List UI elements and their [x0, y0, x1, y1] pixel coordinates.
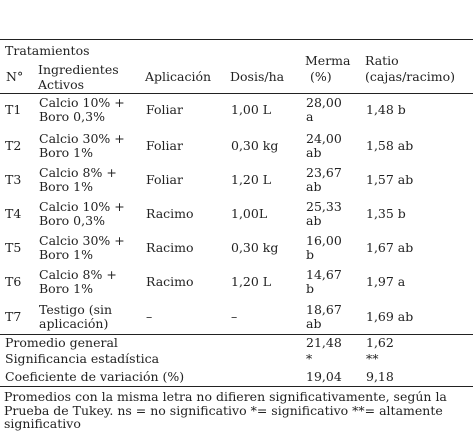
- row-t2-number: T2: [5, 138, 22, 153]
- promedio-ratio: 1,62: [366, 335, 394, 350]
- row-t4-ratio: 1,35 b: [366, 206, 406, 221]
- row-t5-ratio: 1,67 ab: [366, 240, 414, 255]
- row-t3-aplicacion: Foliar: [146, 172, 183, 187]
- row-t6-ingredient-line1: Calcio 8% +: [39, 267, 117, 282]
- row-t6-aplicacion: Racimo: [146, 274, 194, 289]
- row-t3-ratio: 1,57 ab: [366, 172, 414, 187]
- row-t7-ingredient-line1: Testigo (sin: [39, 302, 113, 317]
- cv-label: Coeficiente de variación (%): [5, 369, 185, 384]
- promedio-merma: 21,48: [306, 335, 342, 350]
- cv-merma: 19,04: [306, 369, 342, 384]
- row-t4-ingredient-line2: Boro 0,3%: [39, 213, 105, 228]
- row-t6-dosis: 1,20 L: [231, 274, 272, 289]
- row-t7-aplicacion: –: [146, 309, 153, 324]
- row-t3-number: T3: [5, 172, 22, 187]
- header-bottom-rule: [0, 93, 473, 94]
- row-t6-merma-letter: b: [306, 281, 315, 296]
- header-ingredientes-line1: Ingredientes: [38, 62, 119, 77]
- row-t3-merma: 23,67: [306, 165, 342, 180]
- header-ratio-line2: (cajas/racimo): [365, 69, 455, 84]
- row-t1-aplicacion: Foliar: [146, 102, 183, 117]
- row-t2-ingredient-line1: Calcio 30% +: [39, 131, 125, 146]
- row-t1-ingredient-line2: Boro 0,3%: [39, 109, 105, 124]
- row-t3-ingredient-line2: Boro 1%: [39, 179, 94, 194]
- row-t5-merma: 16,00: [306, 233, 342, 248]
- header-merma-line2: (%): [310, 69, 332, 84]
- header-ingredientes-line2: Activos: [38, 77, 85, 92]
- row-t5-aplicacion: Racimo: [146, 240, 194, 255]
- row-t7-merma-letter: ab: [306, 316, 322, 331]
- row-t7-ratio: 1,69 ab: [366, 309, 414, 324]
- table-top-rule: [0, 39, 473, 40]
- row-t1-ingredient-line1: Calcio 10% +: [39, 95, 125, 110]
- row-t5-number: T5: [5, 240, 22, 255]
- row-t5-merma-letter: b: [306, 247, 315, 262]
- header-numero: N°: [6, 69, 24, 84]
- header-tratamientos: Tratamientos: [5, 43, 90, 58]
- row-t6-ratio: 1,97 a: [366, 274, 406, 289]
- header-merma-line1: Merma: [305, 53, 351, 68]
- row-t1-merma: 28,00: [306, 95, 342, 110]
- row-t6-number: T6: [5, 274, 22, 289]
- row-t4-dosis: 1,00L: [231, 206, 268, 221]
- row-t1-merma-letter: a: [306, 109, 314, 124]
- row-t2-ingredient-line2: Boro 1%: [39, 145, 94, 160]
- row-t3-ingredient-line1: Calcio 8% +: [39, 165, 117, 180]
- row-t4-aplicacion: Racimo: [146, 206, 194, 221]
- significancia-label: Significancia estadística: [5, 351, 160, 366]
- row-t3-merma-letter: ab: [306, 179, 322, 194]
- row-t3-dosis: 1,20 L: [231, 172, 272, 187]
- row-t7-ingredient-line2: aplicación): [39, 316, 109, 331]
- significancia-ratio: **: [366, 351, 379, 366]
- row-t6-ingredient-line2: Boro 1%: [39, 281, 94, 296]
- row-t2-aplicacion: Foliar: [146, 138, 183, 153]
- row-t2-ratio: 1,58 ab: [366, 138, 414, 153]
- header-dosis: Dosis/ha: [230, 69, 285, 84]
- row-t4-ingredient-line1: Calcio 10% +: [39, 199, 125, 214]
- promedio-label: Promedio general: [5, 335, 118, 350]
- header-aplicacion: Aplicación: [145, 69, 212, 84]
- row-t2-dosis: 0,30 kg: [231, 138, 279, 153]
- row-t5-dosis: 0,30 kg: [231, 240, 279, 255]
- row-t1-ratio: 1,48 b: [366, 102, 406, 117]
- row-t1-number: T1: [5, 102, 22, 117]
- header-ratio-line1: Ratio: [365, 53, 399, 68]
- row-t4-merma: 25,33: [306, 199, 342, 214]
- row-t5-ingredient-line2: Boro 1%: [39, 247, 94, 262]
- row-t4-number: T4: [5, 206, 22, 221]
- cv-ratio: 9,18: [366, 369, 394, 384]
- significancia-merma: *: [306, 351, 313, 366]
- row-t2-merma-letter: ab: [306, 145, 322, 160]
- table-bottom-rule: [0, 386, 473, 387]
- row-t7-merma: 18,67: [306, 302, 342, 317]
- row-t2-merma: 24,00: [306, 131, 342, 146]
- row-t5-ingredient-line1: Calcio 30% +: [39, 233, 125, 248]
- row-t1-dosis: 1,00 L: [231, 102, 272, 117]
- table-footnote: Promedios con la misma letra no difieren significativamente, según la Prueba de Tukey. ns = no significativo *= significativo **= altamente significativo: [4, 389, 447, 431]
- row-t6-merma: 14,67: [306, 267, 342, 282]
- row-t7-dosis: –: [231, 309, 238, 324]
- row-t7-number: T7: [5, 309, 22, 324]
- row-t4-merma-letter: ab: [306, 213, 322, 228]
